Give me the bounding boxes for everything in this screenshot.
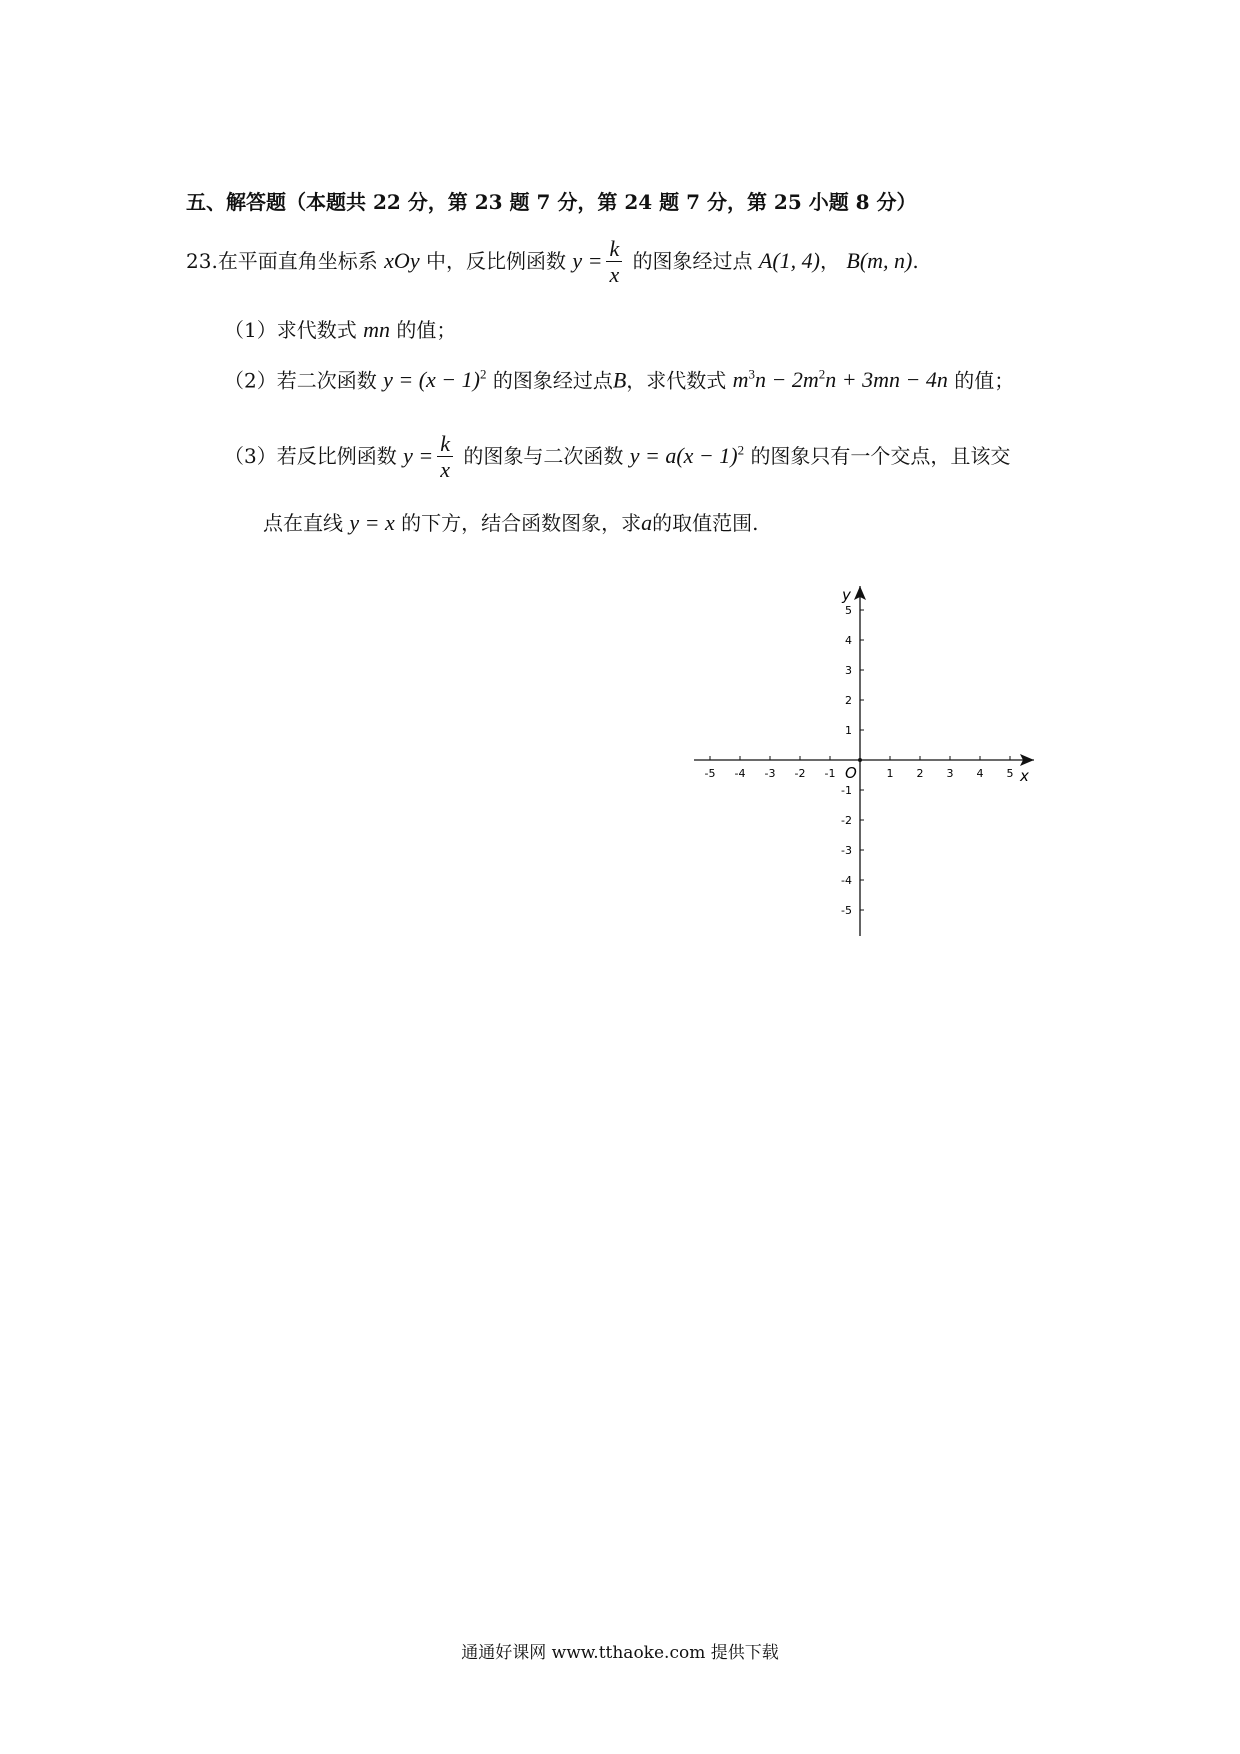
q3-function-2 <box>630 443 744 468</box>
q2-text-1: 若二次函数 <box>276 368 377 393</box>
intro-text-2: 中，反比例函数 <box>425 249 566 273</box>
q2-function-exponent: 2 <box>479 367 487 382</box>
q3-function-2-body: y = a(x − 1) <box>629 443 738 468</box>
q2-expr-exp-b: 2 <box>818 367 826 382</box>
q1-text: 求代数式 <box>276 318 357 342</box>
q2-expr-exp-a: 3 <box>748 367 756 382</box>
comma: ， <box>820 249 841 273</box>
problem-intro <box>186 237 919 288</box>
problem-number: 23. <box>186 249 218 273</box>
y-tick-label: 4 <box>845 634 852 647</box>
q3-fraction-k-over-x <box>437 432 453 483</box>
q2-label: （2） <box>224 368 277 393</box>
q2-expression <box>733 367 948 392</box>
x-tick-label: 1 <box>886 767 894 780</box>
intro-text-3: 的图象经过点 <box>632 249 753 273</box>
q2-expr-part-b: n − 2m <box>755 367 819 393</box>
function-lhs: y = <box>572 248 603 273</box>
x-tick-label: -2 <box>794 767 806 780</box>
question-3-line-2 <box>263 509 758 537</box>
q2-text-2: 的图象经过点 <box>492 368 613 393</box>
y-tick-label: -1 <box>841 784 852 797</box>
fraction-k-over-x <box>606 237 622 288</box>
q2-expr-part-a: m <box>732 367 749 393</box>
origin-dot <box>858 758 862 762</box>
y-tick-label: -5 <box>841 904 852 917</box>
x-tick-label: -1 <box>824 767 836 780</box>
q3-function-lhs: y = <box>403 443 434 468</box>
question-1 <box>224 316 456 344</box>
y-tick-label: -3 <box>841 844 852 857</box>
period: . <box>912 249 919 273</box>
q3-line2-tail: 的取值范围. <box>652 511 759 535</box>
x-tick-label: 3 <box>946 767 954 780</box>
q2-function-body: y = (x − 1) <box>383 367 480 393</box>
q3-fraction-denominator: x <box>440 457 450 482</box>
q1-tail: 的值； <box>396 318 457 342</box>
q3-fraction-numerator: k <box>437 432 453 457</box>
q2-tail: 的值； <box>954 368 1015 393</box>
q3-label: （3） <box>224 444 277 468</box>
point-b: B(m, n) <box>846 248 913 273</box>
x-axis-label: x <box>1020 767 1029 785</box>
q3-line-equation: y = x <box>349 510 395 535</box>
x-tick-label: 2 <box>916 767 924 780</box>
q2-function <box>383 367 486 392</box>
q3-function-2-exponent: 2 <box>737 442 745 458</box>
point-a: A(1, 4) <box>758 248 821 273</box>
y-tick-label: -4 <box>841 874 852 887</box>
x-tick-label: 5 <box>1006 767 1014 780</box>
x-tick-label: 4 <box>976 767 984 780</box>
question-2 <box>224 361 1014 394</box>
y-tick-label: 3 <box>845 664 852 677</box>
y-axis-label: y <box>842 586 851 604</box>
question-3-line-1 <box>224 432 1010 483</box>
q2-expr-part-c: n + 3mn − 4n <box>825 367 948 393</box>
q3-text-3: 的图象只有一个交点，且该交 <box>750 444 1011 468</box>
y-tick-label: 2 <box>845 694 852 707</box>
section-title: 五、解答题（本题共 22 分，第 23 题 7 分，第 24 题 7 分，第 25 小题 8 分） <box>186 190 917 214</box>
x-tick-label: -5 <box>704 767 716 780</box>
q3-line2-text-1: 点在直线 <box>263 511 343 535</box>
fraction-denominator: x <box>609 262 620 287</box>
origin-label: O <box>845 764 857 782</box>
q3-text-1: 若反比例函数 <box>276 444 397 468</box>
y-tick-label: 1 <box>845 724 852 737</box>
q3-line2-text-2: 的下方，结合函数图象，求 <box>401 511 642 535</box>
q1-label: （1） <box>224 318 277 342</box>
x-tick-label: -4 <box>734 767 746 780</box>
q1-expression: mn <box>363 317 390 342</box>
x-tick-label: -3 <box>764 767 776 780</box>
q2-text-3: ，求代数式 <box>626 368 727 393</box>
y-tick-label: 5 <box>845 604 852 617</box>
intro-text-1: 在平面直角坐标系 <box>217 249 378 273</box>
y-tick-label: -2 <box>841 814 852 827</box>
coord-system-name: xOy <box>384 248 420 273</box>
fraction-numerator: k <box>606 237 622 262</box>
q2-point: B <box>612 367 627 393</box>
q3-variable-a: a <box>641 510 653 535</box>
q3-text-2: 的图象与二次函数 <box>463 444 624 468</box>
footer-text: 通通好课网 www.tthaoke.com 提供下载 <box>461 1643 779 1663</box>
coordinate-axes <box>690 580 1050 940</box>
